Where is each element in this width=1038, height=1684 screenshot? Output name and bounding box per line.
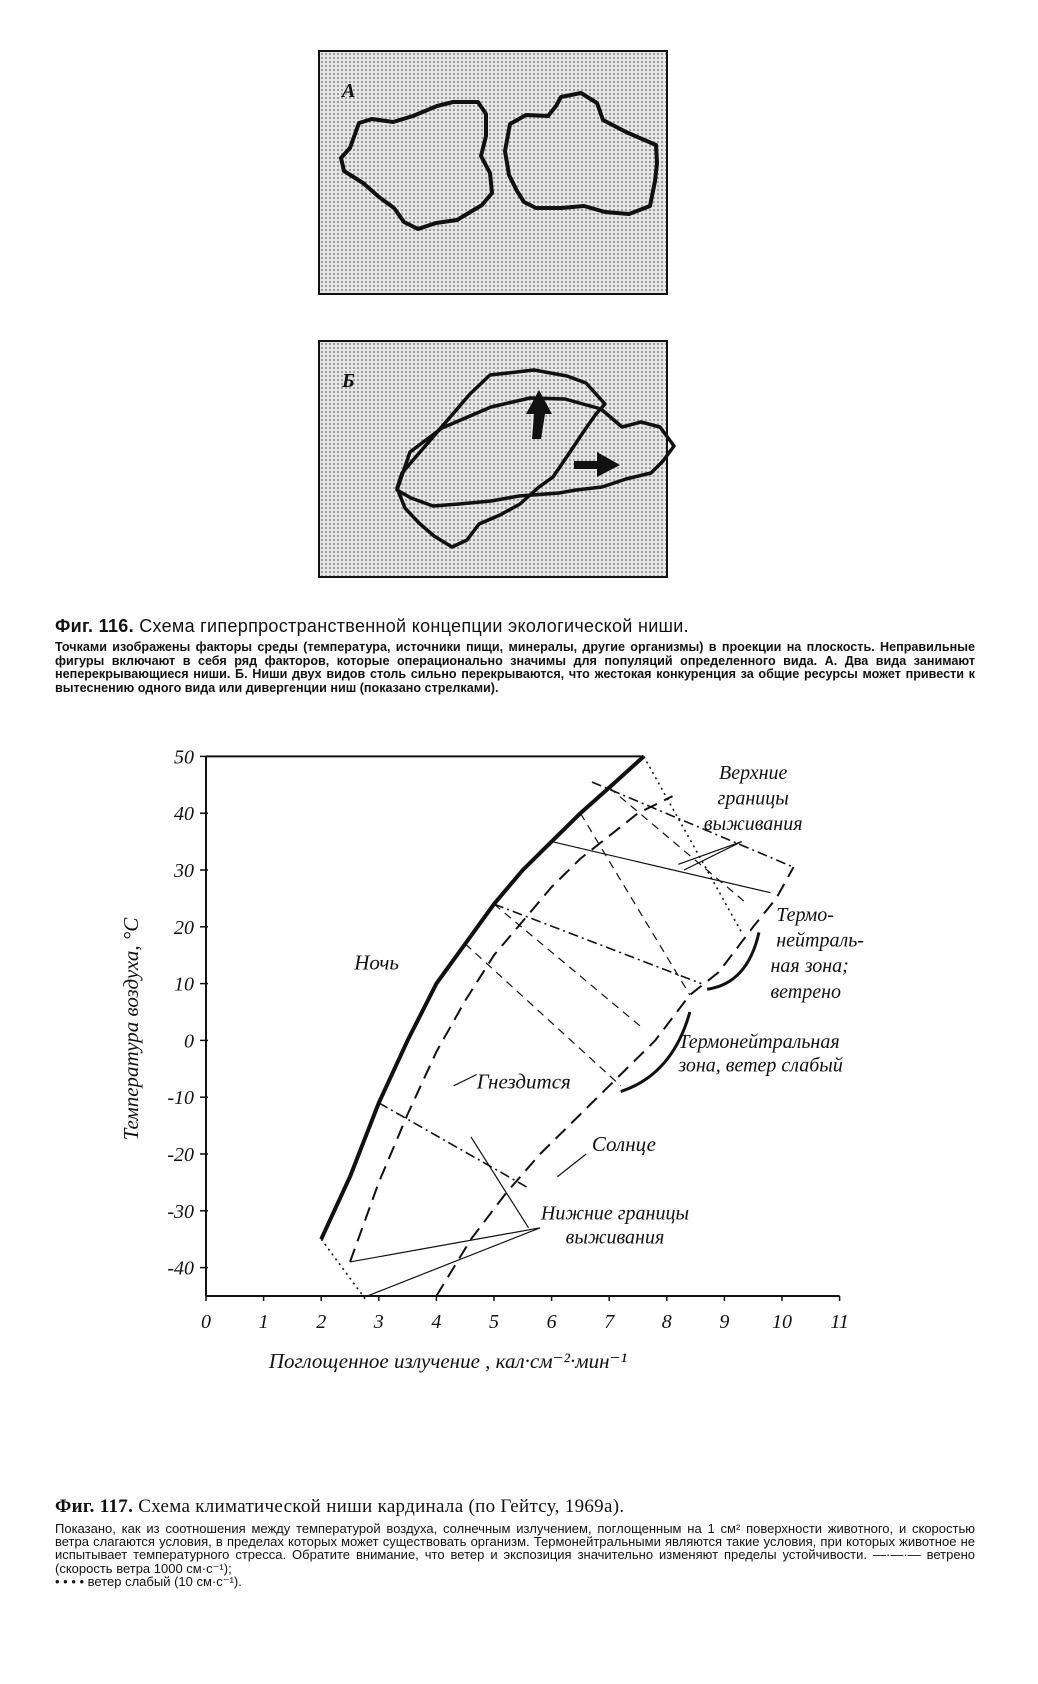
series-line <box>350 796 673 1262</box>
x-tick-label: 7 <box>604 1311 615 1333</box>
thermoneutral-diagonal-line-4 <box>465 944 621 1086</box>
label-night: Ночь <box>354 950 399 975</box>
figure-116-caption <box>55 616 975 695</box>
y-tick-label: -30 <box>167 1200 194 1223</box>
x-tick-label: 3 <box>373 1311 384 1333</box>
thermoneutral-windy-bracket <box>707 932 759 989</box>
label-thermoneutral-calm-1: Термонейтральная <box>678 1030 840 1053</box>
label-upper-limits-1: Верхние <box>719 762 788 785</box>
niche-shape-right <box>505 93 657 214</box>
niche-shape-tilted <box>397 370 605 547</box>
x-tick-label: 6 <box>546 1311 557 1333</box>
caption-legend-calm: • • • • ветер слабый (10 см·с⁻¹). <box>55 1573 242 1589</box>
x-tick-label: 9 <box>719 1311 730 1333</box>
x-tick-label: 2 <box>316 1311 327 1333</box>
label-lower-limits-1: Нижние границы <box>540 1202 690 1225</box>
label-sun: Солнце <box>591 1132 656 1157</box>
figure-117-chart <box>100 746 960 1480</box>
figure-116-panel-a <box>318 50 668 295</box>
caption-body: Точками изображены факторы среды (температура, источники пищи, минералы, другие организмы) в проекции на плоскость. Неправильные фигуры включают в себя ряд факторов, которые операционально значимы для популяций определенного вида. А. Два вида занимают неперекрывающиеся ниши. Б. Ниши двух видов столь сильно перекрываются, что жестокая конкуренция за общие ресурсы может привести к вытеснению одного вида или дивергенции ниш (показано стрелками). <box>55 640 975 695</box>
y-tick-label: 30 <box>174 860 194 882</box>
caption-title <box>55 1496 975 1518</box>
label-thermoneutral-windy-3: ная зона; <box>770 955 849 978</box>
caption-figure-number: Фиг. 117. <box>55 1496 134 1517</box>
y-tick-label: -40 <box>167 1257 194 1280</box>
panel-b-niche-shapes <box>320 342 670 580</box>
figure-117-caption <box>55 1496 975 1588</box>
y-tick-label: 50 <box>174 746 194 769</box>
x-tick-label: 4 <box>431 1311 442 1333</box>
lower-limit-solid-line <box>350 1228 540 1262</box>
label-thermoneutral-calm-2: зона, ветер слабый <box>678 1054 843 1077</box>
caption-title-text: Схема климатической ниши кардинала (по Гейтсу, 1969а). <box>138 1496 625 1517</box>
lower-limit-windy-line <box>379 1103 529 1188</box>
y-tick-label: -10 <box>167 1087 194 1110</box>
caption-title <box>55 616 975 637</box>
y-tick-label: -20 <box>167 1144 194 1166</box>
label-thermoneutral-windy-1: Термо- <box>776 904 834 927</box>
caption-figure-number: Фиг. 116. <box>55 616 134 636</box>
y-tick-label: 40 <box>174 803 194 826</box>
thermoneutral-diagonal-line-2 <box>580 813 689 995</box>
lower-limit-base-line <box>367 1228 540 1296</box>
x-tick-label: 5 <box>489 1311 499 1333</box>
x-axis-label: Поглощенное излучение , кал·см⁻²·мин⁻¹ <box>268 1349 627 1373</box>
caption-body-text: Показано, как из соотношения между температурой воздуха, солнечным излучением, поглощенным на 1 см² поверхности животного, и скоростью ветра слагаются условия, в пределах которых может существовать организм. Термонейтральными являются такие условия, при которых животное не испытывает температурного стресса. Обратите внимание, что ветер и экспозиция значительно изменяют пределы устойчивости. <box>55 1521 975 1563</box>
x-tick-label: 10 <box>772 1311 792 1333</box>
panel-a-niche-shapes <box>320 52 670 297</box>
nesting-label-pointer <box>454 1074 477 1085</box>
label-upper-limits-3: выживания <box>703 813 803 836</box>
figure-116-panel-b <box>318 340 668 578</box>
arrow-right-icon <box>574 452 620 477</box>
x-tick-label: 11 <box>830 1311 849 1333</box>
thermoneutral-diagonal-line-1 <box>494 904 644 1029</box>
y-tick-label: 20 <box>174 916 194 939</box>
caption-title-text: Схема гиперпространственной концепции экологической ниши. <box>139 616 689 636</box>
x-tick-label: 1 <box>258 1311 269 1333</box>
label-upper-limits-2: границы <box>717 787 789 810</box>
lower-limit-calm-line <box>321 1239 367 1301</box>
panel-b-label: Б <box>342 370 355 392</box>
label-lower-limits-2: выживания <box>565 1226 665 1249</box>
series-line <box>321 756 644 1239</box>
label-thermoneutral-windy-2: нейтраль- <box>776 929 864 952</box>
y-axis-label: Температура воздуха, °С <box>119 917 143 1141</box>
y-tick-label: 10 <box>174 973 194 996</box>
sun-label-pointer <box>557 1154 586 1177</box>
caption-body <box>55 1522 975 1588</box>
annotations <box>119 762 864 1373</box>
upper-windy-boundary-line <box>552 842 771 893</box>
y-tick-label: 0 <box>184 1030 194 1053</box>
label-nesting: Гнездится <box>476 1069 571 1094</box>
upper-label-pointer-1 <box>678 842 741 865</box>
thermoneutral-windy-line <box>494 904 701 984</box>
panel-a-label: A <box>342 80 356 102</box>
x-tick-label: 8 <box>661 1311 672 1333</box>
upper-label-pointer-2 <box>684 842 742 870</box>
niche-shape-left <box>341 102 492 229</box>
x-tick-label: 0 <box>201 1311 211 1333</box>
caption-legend-windy: —·—·— ветрено (скорость ветра 1000 см·с⁻¹); <box>55 1547 975 1576</box>
label-thermoneutral-windy-4: ветрено <box>770 980 842 1003</box>
